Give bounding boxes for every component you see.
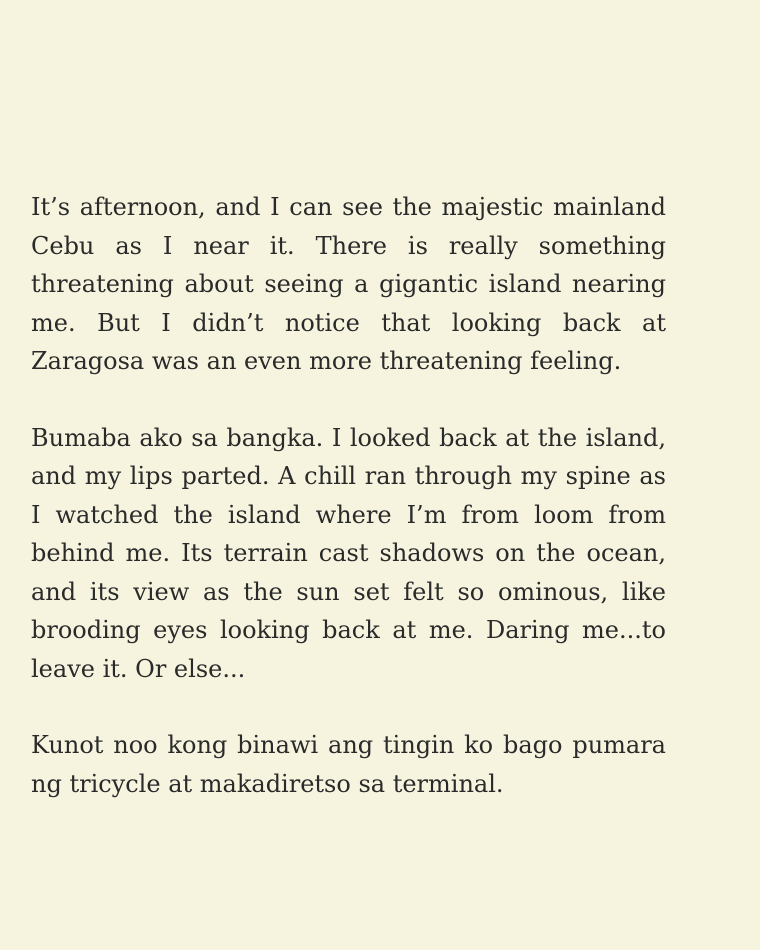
paragraph-2: Bumaba ako sa bangka. I looked back at the island, and my lips parted. A chill ran through my spine as I watched the island where I’m from loom from behind me. Its terrain cast shadows on the ocean, and its view as the sun set felt so ominous, like brooding eyes looking back at me. Daring me...to leave it. Or else... (31, 423, 666, 683)
paragraph-1: It’s afternoon, and I can see the majestic mainland Cebu as I near it. There is really something threatening about seeing a gigantic island nearing me. But I didn’t notice that looking back at Zaragosa was an even more threatening feeling. (31, 193, 666, 375)
paragraph-3: Kunot noo kong binawi ang tingin ko bago pumara ng tricycle at makadiretso sa terminal. (31, 731, 666, 798)
document-body (31, 188, 666, 841)
